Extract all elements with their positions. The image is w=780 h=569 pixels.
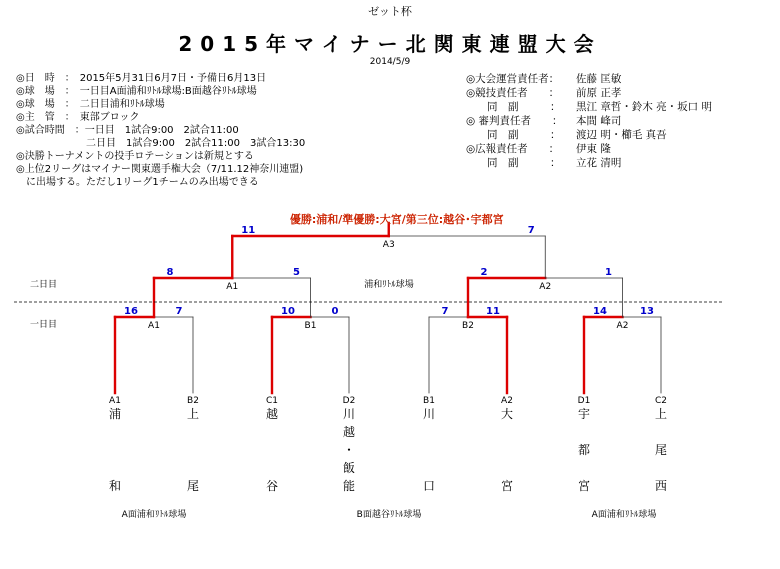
team-name-char: 越 — [342, 425, 356, 439]
score-right: 13 — [640, 306, 654, 317]
info-line: 二日目 1試合9:00 2試合11:00 3試合13:30 — [16, 138, 306, 149]
info-line: ◎試合時間 ：一日目 1試合9:00 2試合11:00 — [16, 125, 239, 136]
staff-role: ◎広報責任者 ： — [466, 143, 560, 155]
team-name-char: 西 — [654, 479, 668, 493]
team-name-char: 谷 — [265, 479, 279, 493]
score-left: 8 — [166, 267, 174, 278]
team-name-char: 大 — [500, 407, 514, 421]
team-name-char: 宮 — [500, 479, 514, 493]
team-seed: D2 — [342, 396, 356, 406]
team-seed: B1 — [423, 396, 435, 406]
team-name-char: 口 — [422, 479, 436, 493]
staff-name: 佐藤 匡敏 — [576, 73, 622, 85]
team-name-char: 宇 — [577, 407, 591, 421]
info-line: ◎球 場 ： 二日目浦和ﾘﾄﾙ球場 — [16, 99, 165, 110]
team-seed: C1 — [265, 396, 279, 406]
staff-name: 黒江 章哲・鈴木 亮・坂口 明 — [576, 101, 713, 113]
score-right: 7 — [175, 306, 183, 317]
game-label: A2 — [539, 282, 552, 292]
team-name-char: 尾 — [654, 443, 668, 457]
day2-label: 二日目 — [30, 280, 58, 290]
score-left: 10 — [281, 306, 295, 317]
staff-role: 同 副 ： — [466, 101, 561, 113]
score-right: 7 — [527, 225, 535, 236]
game-label: B2 — [462, 321, 474, 331]
game-label: B1 — [304, 321, 317, 331]
document-date: 2014/5/9 — [369, 57, 411, 67]
team-seed: A2 — [501, 396, 513, 406]
info-line: ◎決勝トーナメントの投手ロテーションは新規とする — [16, 151, 254, 162]
score-left: 7 — [441, 306, 449, 317]
score-right: 5 — [293, 267, 300, 278]
team-name-char: 宮 — [577, 479, 591, 493]
score-left: 11 — [241, 225, 256, 236]
staff-name: 立花 清明 — [576, 157, 622, 169]
info-line: ◎日 時 ： 2015年5月31日6月7日・予備日6月13日 — [16, 73, 267, 84]
champion-result: 優勝:浦和/準優勝:大宮/第三位:越谷･宇都宮 — [289, 213, 504, 226]
staff-role: ◎大会運営責任者： — [466, 73, 560, 85]
page-title: 2015年マイナー北関東連盟大会 — [178, 32, 602, 56]
score-right: 0 — [331, 306, 339, 317]
score-right: 1 — [605, 267, 612, 278]
team-name-char: 都 — [577, 443, 591, 457]
info-line: に出場する。ただし1リーグ1チームのみ出場できる — [16, 177, 259, 188]
score-left: 16 — [124, 306, 138, 317]
score-right: 11 — [486, 306, 500, 317]
team-name-char: 越 — [265, 407, 279, 421]
game-label: A3 — [382, 240, 395, 250]
day1-label: 一日目 — [30, 320, 58, 330]
staff-role: 同 副 ： — [466, 129, 561, 141]
score-left: 2 — [480, 267, 488, 278]
team-name-char: 和 — [108, 479, 122, 493]
info-line: ◎主 管 ： 東部ブロック — [16, 112, 140, 123]
team-seed: A1 — [109, 396, 121, 406]
team-name-char: 上 — [654, 407, 668, 421]
staff-role: ◎ 審判責任者 ： — [466, 115, 563, 127]
game-label: A2 — [616, 321, 629, 331]
team-name-char: 飯 — [342, 461, 356, 475]
day2-venue: 浦和ﾘﾄﾙ球場 — [364, 280, 414, 290]
team-seed: C2 — [654, 396, 668, 406]
staff-name: 渡辺 明・櫛毛 真吾 — [576, 129, 667, 141]
team-name-char: ・ — [342, 443, 356, 457]
venue-label: A面浦和ﾘﾄﾙ球場 — [121, 510, 187, 520]
score-left: 14 — [593, 306, 607, 317]
staff-name: 本間 峰司 — [576, 115, 622, 127]
team-name-char: 尾 — [186, 479, 200, 493]
game-label: A1 — [226, 282, 239, 292]
game-label: A1 — [148, 321, 160, 331]
info-line: ◎上位2リーグはマイナー関東選手権大会（7/11.12神奈川連盟) — [16, 164, 304, 175]
team-name-char: 上 — [186, 407, 200, 421]
team-name-char: 能 — [342, 479, 356, 493]
team-seed: D1 — [577, 396, 591, 406]
staff-role: ◎競技責任者 ： — [466, 87, 560, 99]
team-name-char: 川 — [422, 407, 436, 421]
venue-label: B面越谷ﾘﾄﾙ球場 — [356, 510, 422, 520]
venue-label: A面浦和ﾘﾄﾙ球場 — [591, 510, 657, 520]
team-seed: B2 — [187, 396, 199, 406]
info-line: ◎球 場 ： 一日目A面浦和ﾘﾄﾙ球場:B面越谷ﾘﾄﾙ球場 — [16, 86, 257, 97]
team-name-char: 浦 — [108, 407, 122, 421]
staff-role: 同 副 ： — [466, 157, 561, 169]
team-name-char: 川 — [342, 407, 356, 421]
sponsor-cup-name: ゼット杯 — [368, 5, 412, 18]
staff-name: 伊東 隆 — [576, 143, 611, 155]
staff-name: 前原 正孝 — [576, 87, 622, 99]
